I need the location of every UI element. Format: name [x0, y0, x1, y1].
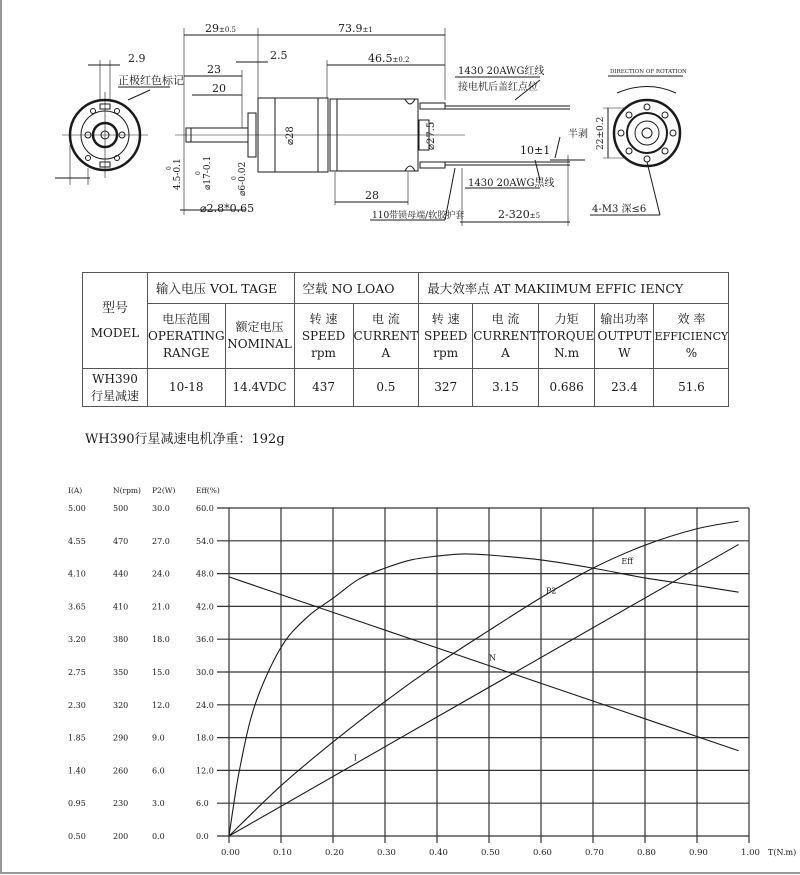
x-tick-label: 0.10	[273, 848, 292, 858]
y-tick-label: 6.0	[196, 799, 209, 809]
y-tick-label: 30.0	[152, 504, 170, 513]
col-maxeff-speed: 转 速 SPEED rpm	[419, 304, 473, 369]
series-line-n	[229, 577, 739, 751]
series-line-p2	[229, 521, 739, 836]
x-tick-label: 0.70	[585, 848, 604, 858]
y-tick-label: 380	[113, 635, 129, 645]
y-tick-label: 470	[113, 536, 129, 546]
series-label-eff: Eff	[621, 557, 633, 567]
x-tick-label: 0.50	[481, 848, 500, 858]
y-tick-label: 18.0	[152, 635, 170, 645]
y-tick-label: 54.0	[196, 536, 214, 546]
value-cell: 14.4VDC	[225, 369, 294, 407]
y-tick-label: 230	[113, 799, 129, 809]
col-operating-range: 电压范围 OPERATING RANGE	[148, 304, 226, 369]
end-view-left	[55, 52, 184, 185]
y-tick-label: 3.65	[68, 602, 86, 612]
weight-note: WH390行星减速电机净重：192g	[85, 432, 285, 447]
dim-27-5: ⌀27.5	[426, 121, 437, 150]
dim-17-upper: 0	[195, 171, 202, 175]
red-wire-label: 1430 20AWG红线	[458, 66, 545, 77]
y-tick-label: 320	[113, 700, 129, 710]
x-tick-label: 0.30	[377, 848, 396, 858]
col-efficiency: 效 率 EFFICIENCY %	[654, 304, 729, 369]
y-axis-title: N(rpm)	[113, 486, 141, 495]
x-tick-label: 0.60	[533, 848, 552, 858]
series-label-p2: P2	[546, 586, 557, 596]
y-tick-label: 500	[113, 504, 129, 513]
y-tick-label: 9.0	[152, 733, 165, 743]
value-cell: 10-18	[148, 369, 226, 407]
value-cell: 0.686	[538, 369, 595, 407]
col-noload-speed: 转 速 SPEED rpm	[294, 304, 353, 369]
series-line-eff	[229, 554, 739, 836]
y-axis-labels	[68, 486, 220, 841]
y-tick-label: 4.55	[68, 536, 86, 546]
red-wire-note: 接电机后盖红点位	[458, 82, 538, 93]
dim-29: 29±0.5	[205, 22, 236, 35]
y-tick-label: 60.0	[196, 504, 214, 513]
y-tick-label: 2.75	[68, 668, 86, 677]
y-tick-label: 36.0	[196, 635, 214, 645]
col-output: 输出功率 OUTPUT W	[595, 304, 654, 369]
y-tick-label: 200	[113, 832, 129, 841]
dim-4-5-upper: 0	[166, 166, 173, 170]
dim-shaft: ⌀2.8*0.65	[200, 202, 255, 215]
mounting-holes-note: 4-M3 深≤6	[592, 204, 647, 215]
wire-length: 2-320±5	[498, 208, 541, 221]
col-noload-current: 电 流 CURRENT A	[353, 304, 419, 369]
y-tick-label: 30.0	[196, 668, 214, 677]
x-tick-label: 0.40	[429, 848, 448, 858]
col-nominal: 额定电压 NOMINAL	[225, 304, 294, 369]
chart-curves	[229, 521, 739, 836]
technical-drawing	[0, 0, 800, 235]
y-tick-label: 0.0	[152, 832, 165, 841]
x-tick-label: 0.80	[637, 848, 656, 858]
value-cell: 23.4	[595, 369, 654, 407]
x-tick-label: 0.20	[325, 848, 344, 858]
y-axis-title: P2(W)	[152, 486, 176, 495]
spec-table	[82, 272, 729, 407]
y-axis-title: I(A)	[68, 486, 83, 495]
dim-73-9: 73.9±1	[338, 22, 373, 35]
wires	[445, 64, 588, 226]
y-tick-label: 24.0	[196, 700, 214, 710]
strip-label: 半剥	[568, 129, 588, 140]
table-subheader-row	[83, 304, 729, 369]
y-tick-label: 48.0	[196, 569, 214, 579]
noload-group-header: 空载 NO LOAO	[294, 273, 419, 304]
rotation-arrow-icon	[617, 87, 676, 94]
x-axis-title: T(N.m)	[768, 848, 797, 857]
y-tick-label: 24.0	[152, 569, 170, 579]
y-tick-label: 0.95	[68, 799, 86, 809]
y-tick-label: 42.0	[196, 602, 214, 612]
dim-23: 23	[207, 63, 221, 76]
table-row	[83, 369, 729, 407]
y-tick-label: 0.0	[196, 832, 209, 841]
strip-length: 10±1	[520, 144, 551, 157]
series-label-n: N	[489, 653, 496, 663]
y-tick-label: 290	[113, 733, 129, 743]
terminal-note: 110带锁母端/软胶护套	[372, 211, 465, 221]
side-view	[166, 22, 465, 221]
y-tick-label: 3.0	[152, 799, 165, 809]
chart-grid	[217, 508, 749, 843]
positive-mark-note: 正极红色标记	[118, 74, 184, 87]
dim-2-9: 2.9	[128, 52, 146, 65]
y-tick-label: 18.0	[196, 733, 214, 743]
dim-6: ⌀6-0.02	[238, 161, 248, 196]
series-label-i: I	[353, 753, 357, 763]
model-header-cn: 型号	[101, 300, 128, 316]
value-cell: 437	[294, 369, 353, 407]
rotation-label: DIRECTION OF ROTATION	[610, 69, 687, 75]
dim-22: 22±0.2	[596, 116, 606, 150]
dim-6-upper: 0	[231, 176, 238, 180]
y-tick-label: 260	[113, 766, 129, 776]
dim-4-5: 4.5-0.1	[173, 158, 183, 190]
dim-17: ⌀17-0.1	[203, 155, 213, 190]
y-tick-label: 440	[113, 569, 129, 579]
series-line-i	[229, 544, 739, 836]
model-cell: WH390 行星减速	[83, 369, 148, 407]
model-header-en: MODEL	[90, 325, 140, 340]
y-tick-label: 410	[113, 602, 129, 612]
y-tick-label: 5.00	[68, 504, 86, 513]
y-tick-label: 12.0	[152, 700, 170, 710]
y-tick-label: 4.10	[68, 569, 86, 579]
performance-chart	[0, 480, 800, 875]
dim-28-diameter: ⌀28	[285, 126, 296, 145]
y-tick-label: 15.0	[152, 668, 170, 677]
end-view-right	[590, 69, 687, 215]
y-tick-label: 27.0	[152, 536, 170, 546]
y-tick-label: 6.0	[152, 766, 165, 776]
voltage-group-header: 输入电压 VOL TAGE	[148, 273, 295, 304]
y-tick-label: 1.40	[68, 766, 86, 776]
dim-28-length: 28	[365, 189, 379, 202]
dim-46-5: 46.5±0.2	[368, 52, 410, 65]
y-tick-label: 21.0	[152, 602, 170, 612]
value-cell: 51.6	[654, 369, 729, 407]
model-header	[83, 273, 148, 369]
black-wire-label: 1430 20AWG黑线	[468, 178, 555, 189]
col-torque: 力矩 TORQUE N.m	[538, 304, 595, 369]
dim-2-5: 2.5	[270, 49, 288, 62]
maxeff-group-header: 最大效率点 AT MAKIIMUM EFFIC IENCY	[419, 273, 729, 304]
y-axis-title: Eff(%)	[196, 486, 220, 495]
value-cell: 0.5	[353, 369, 419, 407]
dim-20: 20	[212, 82, 226, 95]
x-axis-labels	[221, 848, 796, 858]
y-tick-label: 12.0	[196, 766, 214, 776]
x-tick-label: 0.90	[689, 848, 708, 858]
y-tick-label: 1.85	[68, 733, 86, 743]
x-tick-label: 1.00	[741, 848, 760, 858]
table-header-row	[83, 273, 729, 304]
value-cell: 3.15	[473, 369, 539, 407]
y-tick-label: 2.30	[68, 700, 86, 710]
col-maxeff-current: 电 流 CURRENT A	[473, 304, 539, 369]
y-tick-label: 0.50	[68, 832, 86, 841]
value-cell: 327	[419, 369, 473, 407]
y-tick-label: 3.20	[68, 635, 86, 645]
x-tick-label: 0.00	[221, 848, 240, 858]
y-tick-label: 350	[113, 668, 129, 677]
